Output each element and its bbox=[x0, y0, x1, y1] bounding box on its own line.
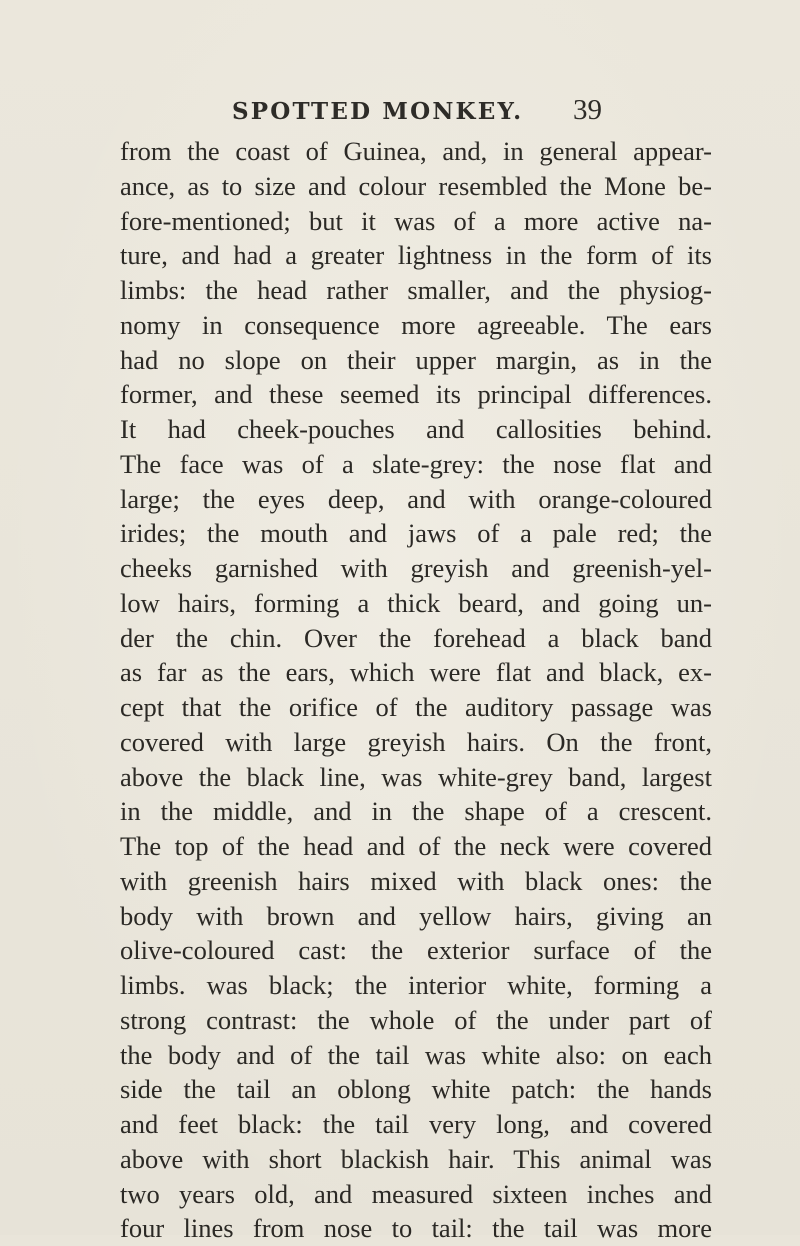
text-line: former, and these seemed its principal differences. bbox=[120, 379, 712, 410]
text-line: The top of the head and of the neck were covered bbox=[120, 831, 712, 861]
text-line: strong contrast: the whole of the under part of bbox=[120, 1004, 712, 1035]
text-line: large; the eyes deep, and with orange-coloured bbox=[120, 483, 712, 514]
text-line: low hairs, forming a thick beard, and going un- bbox=[120, 587, 712, 618]
text-line: in the middle, and in the shape of a crescent. bbox=[120, 796, 712, 827]
text-line: ture, and had a greater lightness in the form of its bbox=[120, 240, 712, 271]
body-text bbox=[120, 134, 712, 1246]
running-title: SPOTTED MONKEY. bbox=[232, 98, 524, 125]
page-number: 39 bbox=[573, 94, 602, 126]
text-line: limbs: the head rather smaller, and the physiog- bbox=[120, 275, 712, 305]
text-line: from the coast of Guinea, and, in general appear- bbox=[120, 136, 712, 166]
text-line: with greenish hairs mixed with black ones: the bbox=[120, 865, 712, 896]
text-line: four lines from nose to tail: the tail was more bbox=[120, 1213, 712, 1244]
text-line: covered with large greyish hairs. On the front, bbox=[120, 726, 712, 757]
text-line: side the tail an oblong white patch: the hands bbox=[120, 1074, 712, 1105]
text-line: two years old, and measured sixteen inches and bbox=[120, 1178, 712, 1209]
text-line: The face was of a slate-grey: the nose flat and bbox=[120, 448, 712, 479]
text-line: had no slope on their upper margin, as in the bbox=[120, 344, 712, 375]
text-line: body with brown and yellow hairs, giving an bbox=[120, 900, 712, 931]
text-line: nomy in consequence more agreeable. The ears bbox=[120, 309, 712, 340]
text-line: cheeks garnished with greyish and greenish-yel- bbox=[120, 553, 712, 583]
text-line: ance, as to size and colour resembled the Mone be- bbox=[120, 170, 712, 201]
text-line: the body and of the tail was white also: on each bbox=[120, 1039, 712, 1070]
text-line: irides; the mouth and jaws of a pale red; the bbox=[120, 518, 712, 549]
text-line: as far as the ears, which were flat and black, ex- bbox=[120, 657, 712, 688]
text-line: above with short blackish hair. This animal was bbox=[120, 1143, 712, 1174]
text-line: der the chin. Over the forehead a black band bbox=[120, 622, 712, 653]
text-line: and feet black: the tail very long, and covered bbox=[120, 1109, 712, 1139]
text-line: limbs. was black; the interior white, forming a bbox=[120, 970, 712, 1000]
text-line: It had cheek-pouches and callosities behind. bbox=[120, 414, 712, 444]
running-head bbox=[232, 94, 602, 134]
text-line: cept that the orifice of the auditory passage was bbox=[120, 692, 712, 722]
text-line: above the black line, was white-grey band, largest bbox=[120, 761, 712, 792]
text-line: fore-mentioned; but it was of a more active na- bbox=[120, 205, 712, 236]
text-line: olive-coloured cast: the exterior surface of the bbox=[120, 935, 712, 966]
